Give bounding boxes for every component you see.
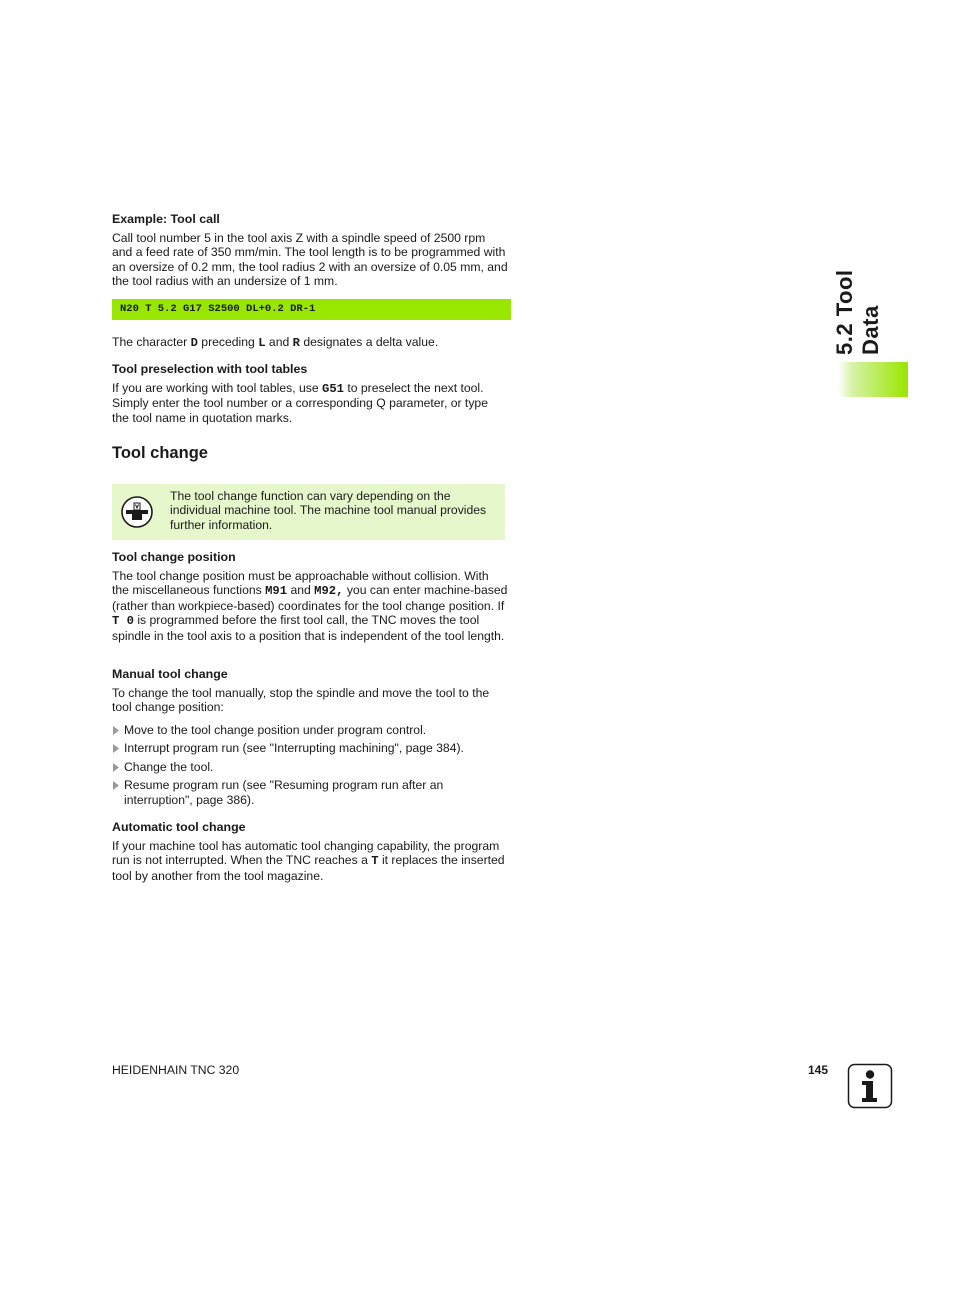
- position-text-2: and: [287, 583, 315, 598]
- code-m91: M91: [265, 584, 288, 599]
- manual-steps-list: [112, 723, 508, 811]
- machine-note-text: The tool change function can vary depending on the individual machine tool. The machine tool manual provides further information.: [170, 489, 487, 532]
- page-number: 145: [808, 1063, 829, 1077]
- code-d: D: [190, 336, 198, 350]
- list-item: [112, 723, 508, 737]
- code-l: L: [258, 336, 266, 350]
- code-t0: T 0: [112, 614, 134, 629]
- preselection-text-1: If you are working with tool tables, use: [112, 381, 323, 395]
- list-item: [112, 760, 508, 774]
- automatic-text-2: it replaces the inserted tool by another from the tool magazine.: [112, 853, 505, 883]
- step-arrow-icon: [112, 723, 121, 737]
- step-text: Resume program run (see "Resuming program run after an interruption", page 386).: [124, 778, 444, 807]
- code-m92: M92,: [314, 584, 344, 599]
- step-arrow-icon: [112, 741, 121, 755]
- step-arrow-icon: [112, 760, 121, 774]
- preselection-paragraph: [112, 381, 508, 425]
- automatic-paragraph: [112, 839, 508, 883]
- footer-brand: HEIDENHAIN TNC 320: [112, 1063, 240, 1077]
- code-t: T: [371, 854, 379, 869]
- code-r: R: [292, 336, 300, 350]
- delta-text-3: and: [265, 335, 293, 349]
- delta-text-2: preceding: [197, 335, 259, 349]
- step-arrow-icon: [112, 778, 121, 792]
- code-g51: G51: [322, 382, 344, 396]
- step-text: Move to the tool change position under program control.: [124, 723, 427, 737]
- tool-change-heading: Tool change: [112, 444, 208, 462]
- automatic-text-1: If your machine tool has automatic tool changing capability, the program run is not interrupted. When the TNC reaches a: [112, 839, 500, 868]
- position-text-1: The tool change position must be approachable without collision. With the miscellaneous functions: [112, 569, 489, 598]
- code-example-bar: [112, 299, 511, 320]
- automatic-heading: Automatic tool change: [112, 820, 246, 834]
- delta-text-1: The character: [112, 335, 191, 349]
- chapter-tab-marker: [838, 362, 908, 397]
- position-heading: Tool change position: [112, 550, 236, 564]
- delta-text-4: designates a delta value.: [299, 335, 439, 349]
- info-icon: [847, 1063, 893, 1109]
- position-text-3: you can enter machine-based (rather than workpiece-based) coordinates for the tool change position. If: [112, 583, 508, 613]
- chapter-side-title-text: 5.2 Tool Data: [832, 269, 883, 355]
- position-text-4: is programmed before the first tool call, the TNC moves the tool spindle in the tool axis to a position that is independent of the tool length.: [112, 613, 505, 643]
- step-text: Interrupt program run (see "Interrupting machining", page 384).: [124, 741, 464, 756]
- code-example-text: N20 T 5.2 G17 S2500 DL+0.2 DR-1: [120, 303, 316, 315]
- delta-note: [112, 335, 508, 350]
- manual-heading: Manual tool change: [112, 667, 228, 681]
- machine-dependent-icon: [120, 495, 154, 529]
- position-paragraph: [112, 569, 508, 643]
- example-paragraph: Call tool number 5 in the tool axis Z with a spindle speed of 2500 rpm and a feed rate of 350 mm/min. The tool length is to be programmed with an oversize of 0.2 mm, the tool radius 2 with an oversize of 0.05 mm, and the tool radius with an undersize of 1 mm.: [112, 231, 508, 289]
- step-text: Change the tool.: [124, 759, 214, 774]
- preselection-text-2: to preselect the next tool. Simply enter the tool number or a corresponding Q parameter, or type the tool name in quotation marks.: [112, 381, 488, 425]
- list-item: [112, 741, 508, 755]
- example-heading: Example: Tool call: [112, 212, 220, 226]
- list-item: [112, 778, 508, 807]
- manual-paragraph: To change the tool manually, stop the spindle and move the tool to the tool change position:: [112, 686, 490, 715]
- machine-note-box: [112, 484, 505, 540]
- chapter-side-title: [832, 215, 883, 355]
- preselection-heading: Tool preselection with tool tables: [112, 362, 308, 376]
